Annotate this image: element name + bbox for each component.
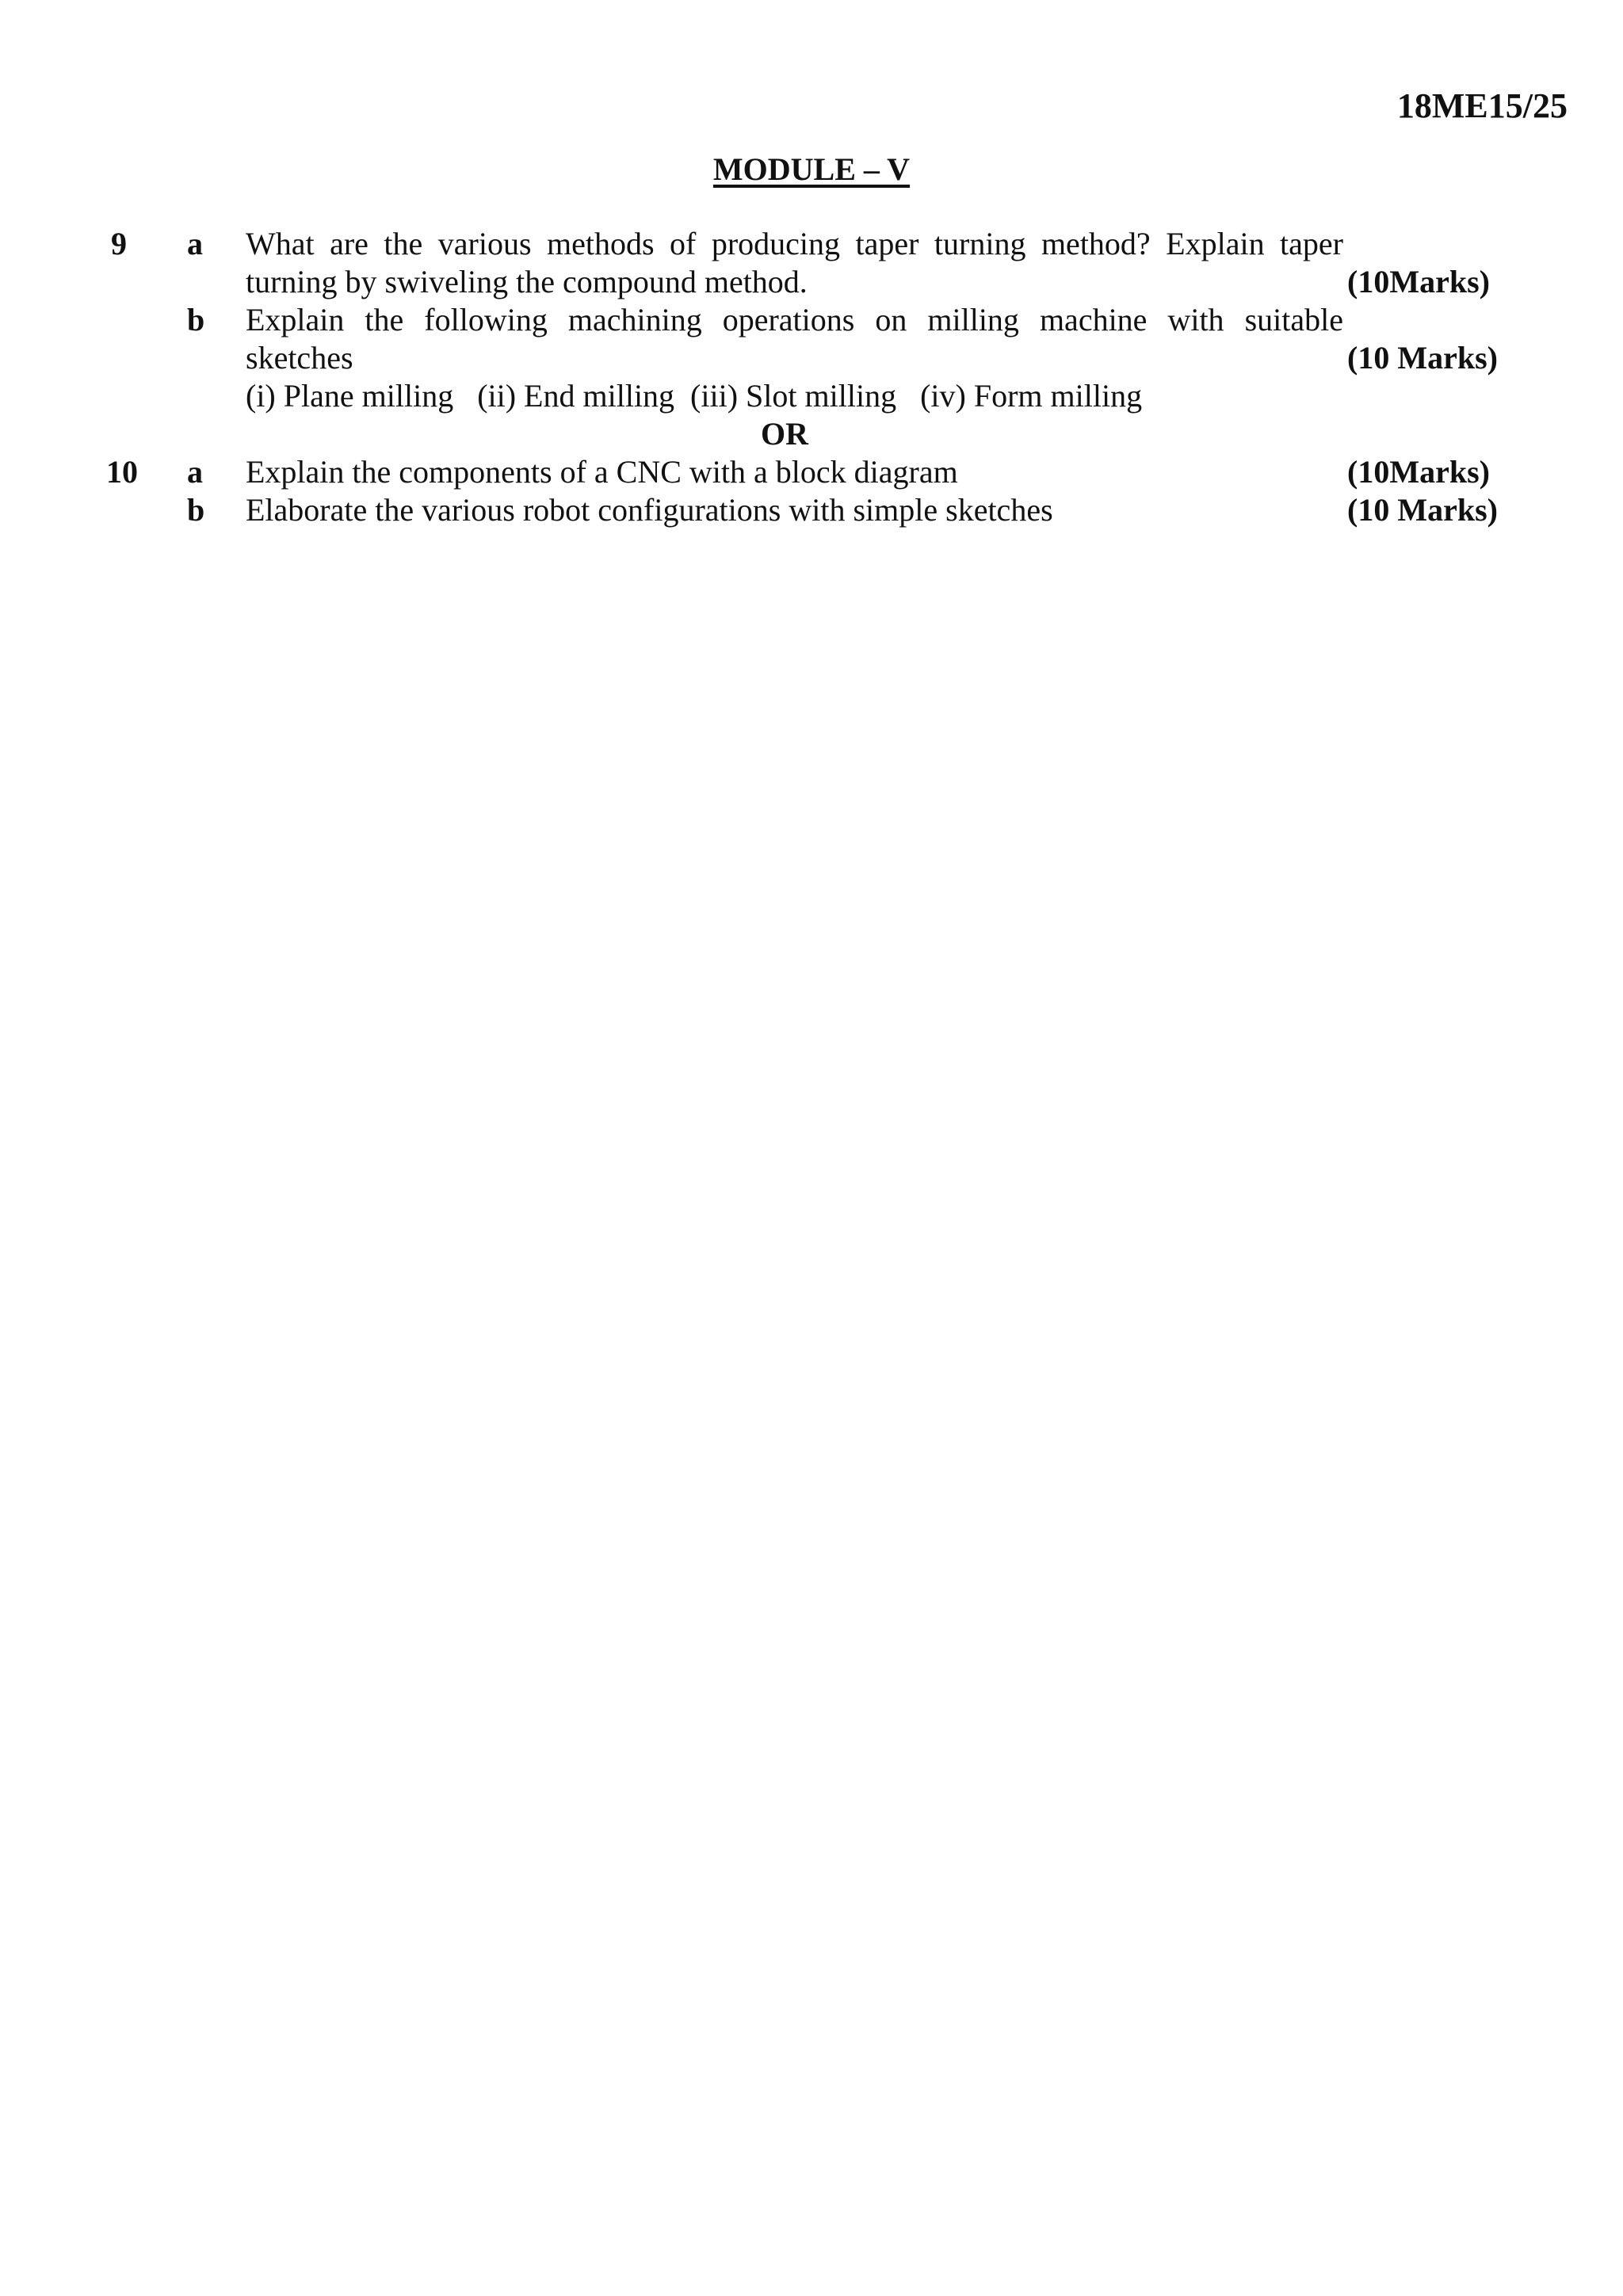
part-label: b [187, 492, 205, 528]
question-number: 9 [111, 226, 127, 261]
question-text-line: Explain the following machining operations on milling machine with suitable [246, 302, 1343, 338]
question-subitems: (i) Plane milling (ii) End milling (iii) Slot milling (iv) Form milling [246, 378, 1143, 414]
question-number: 10 [106, 454, 138, 490]
question-text-line: What are the various methods of producing taper turning method? Explain taper [246, 226, 1343, 261]
marks-label: (10Marks) [1347, 264, 1490, 299]
course-code: 18ME15/25 [1396, 86, 1568, 125]
part-label: a [187, 454, 203, 490]
question-text-line: Elaborate the various robot configurations with simple sketches [246, 492, 1053, 528]
or-separator: OR [761, 416, 808, 452]
marks-label: (10 Marks) [1347, 340, 1498, 376]
part-label: a [187, 226, 203, 261]
marks-label: (10 Marks) [1347, 492, 1498, 528]
question-text-line: turning by swiveling the compound method. [246, 264, 808, 299]
module-title: MODULE – V [712, 151, 911, 187]
question-text-line: sketches [246, 340, 353, 376]
question-text-line: Explain the components of a CNC with a block diagram [246, 454, 958, 490]
part-label: b [187, 302, 205, 338]
marks-label: (10Marks) [1347, 454, 1490, 490]
